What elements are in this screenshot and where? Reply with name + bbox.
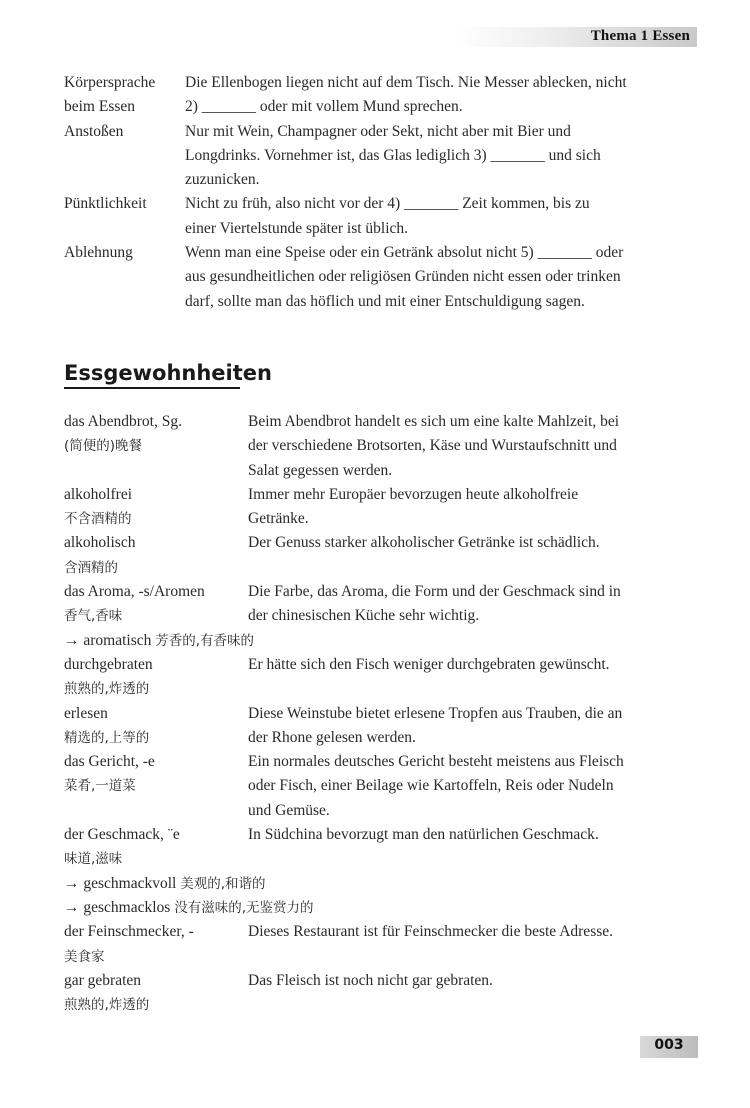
vocab-term-block — [64, 653, 248, 702]
vocab-translation: 美食家 — [64, 948, 105, 965]
description-line: Die Ellenbogen liegen nicht auf dem Tisch. Nie Messer ablecken, nicht — [185, 74, 627, 91]
etiquette-term — [64, 241, 185, 314]
section-title-underline — [64, 387, 240, 389]
vocab-term: alkoholisch — [64, 534, 136, 552]
term-line: Körpersprache — [64, 74, 156, 91]
etiquette-row — [64, 120, 700, 193]
page-number: 003 — [654, 1037, 684, 1053]
etiquette-term — [64, 192, 185, 241]
vocab-translation: 煎熟的,炸透的 — [64, 681, 150, 698]
vocab-entry — [64, 483, 700, 532]
derived-word-zh: 美观的,和谐的 — [180, 875, 266, 892]
derived-word — [64, 629, 700, 653]
vocab-term-block — [64, 920, 248, 969]
etiquette-description — [185, 120, 700, 193]
vocabulary-list — [64, 410, 700, 1017]
etiquette-description — [185, 71, 700, 120]
section-title: Essgewohnheiten — [64, 361, 272, 385]
example-line: der verschiedene Brotsorten, Käse und Wurstaufschnitt und — [248, 437, 617, 455]
derived-word-zh: 没有滋味的,无鉴赏力的 — [174, 899, 314, 916]
derived-word — [64, 872, 700, 896]
derived-word — [64, 896, 700, 920]
example-line: Beim Abendbrot handelt es sich um eine kalte Mahlzeit, bei — [248, 413, 620, 430]
derived-word-de: geschmackvoll — [83, 874, 177, 892]
term-line: Anstoßen — [64, 122, 124, 140]
vocab-entry — [64, 653, 700, 702]
vocab-translation: 香气,香味 — [64, 608, 123, 625]
vocab-term: erlesen — [64, 704, 108, 722]
description-line: zuzunicken. — [185, 171, 260, 189]
vocab-example — [248, 920, 700, 969]
example-line: und Gemüse. — [248, 801, 330, 819]
arrow-icon: → — [64, 898, 80, 916]
example-line: Diese Weinstube bietet erlesene Tropfen aus Trauben, die an — [248, 704, 623, 722]
vocab-translation: 精选的,上等的 — [64, 729, 150, 746]
vocab-term-block — [64, 750, 248, 823]
description-line: Wenn man eine Speise oder ein Getränk absolut nicht 5) _______ oder — [185, 244, 624, 262]
vocab-term-block — [64, 580, 248, 629]
description-line: einer Viertelstunde später ist üblich. — [185, 219, 409, 237]
vocab-term-block — [64, 823, 248, 872]
vocab-term-block — [64, 702, 248, 751]
vocab-translation: 含酒精的 — [64, 559, 118, 576]
vocab-entry — [64, 580, 700, 629]
vocab-term: der Feinschmecker, - — [64, 923, 194, 941]
vocab-entry — [64, 823, 700, 872]
example-line: Die Farbe, das Aroma, die Form und der Geschmack sind in — [248, 583, 621, 601]
vocab-example — [248, 823, 700, 872]
etiquette-description — [185, 241, 700, 314]
example-line: Getränke. — [248, 510, 309, 528]
example-line: Ein normales deutsches Gericht besteht meistens aus Fleisch — [248, 753, 624, 771]
vocab-term: durchgebraten — [64, 655, 153, 673]
description-line: Longdrinks. Vornehmer ist, das Glas lediglich 3) _______ und sich — [185, 146, 601, 164]
vocab-term: der Geschmack, ¨e — [64, 826, 180, 844]
vocab-entry — [64, 702, 700, 751]
example-line: Immer mehr Europäer bevorzugen heute alkoholfreie — [248, 485, 579, 503]
example-line: Das Fleisch ist noch nicht gar gebraten. — [248, 971, 493, 989]
term-line: Ablehnung — [64, 244, 133, 262]
vocab-example — [248, 531, 700, 580]
example-line: Der Genuss starker alkoholischer Getränke ist schädlich. — [248, 534, 600, 552]
term-line: beim Essen — [64, 98, 136, 116]
vocab-term: gar gebraten — [64, 971, 142, 989]
vocab-translation: (简便的)晚餐 — [64, 438, 143, 455]
arrow-icon: → — [64, 631, 80, 649]
vocab-entry — [64, 750, 700, 823]
example-line: In Südchina bevorzugt man den natürlichen Geschmack. — [248, 826, 599, 844]
description-line: darf, sollte man das höflich und mit einer Entschuldigung sagen. — [185, 292, 585, 310]
example-line: der chinesischen Küche sehr wichtig. — [248, 607, 480, 625]
vocab-example — [248, 483, 700, 532]
vocab-term-block — [64, 410, 248, 483]
derived-word-de: aromatisch — [83, 631, 152, 649]
etiquette-row — [64, 241, 700, 314]
vocab-term: das Abendbrot, Sg. — [64, 413, 182, 430]
arrow-icon: → — [64, 874, 80, 892]
vocab-example — [248, 580, 700, 629]
vocab-translation: 菜肴,一道菜 — [64, 778, 136, 795]
vocab-example — [248, 750, 700, 823]
vocab-entry — [64, 969, 700, 1018]
example-line: Salat gegessen werden. — [248, 461, 393, 479]
etiquette-row — [64, 192, 700, 241]
vocab-example — [248, 702, 700, 751]
description-line: 2) _______ oder mit vollem Mund sprechen. — [185, 98, 463, 116]
example-line: Dieses Restaurant ist für Feinschmecker die beste Adresse. — [248, 923, 614, 941]
description-line: Nur mit Wein, Champagner oder Sekt, nicht aber mit Bier und — [185, 122, 571, 140]
etiquette-term — [64, 71, 185, 120]
etiquette-table — [64, 71, 700, 314]
example-line: Er hätte sich den Fisch weniger durchgebraten gewünscht. — [248, 655, 610, 673]
vocab-translation: 煎熟的,炸透的 — [64, 997, 150, 1014]
vocab-example — [248, 969, 700, 1018]
vocab-entry — [64, 531, 700, 580]
description-line: aus gesundheitlichen oder religiösen Gründen nicht essen oder trinken — [185, 268, 621, 286]
vocab-term: alkoholfrei — [64, 485, 133, 503]
vocab-translation: 味道,滋味 — [64, 851, 123, 868]
running-header: Thema 1 Essen — [590, 28, 690, 44]
derived-word-de: geschmacklos — [83, 898, 171, 916]
example-line: oder Fisch, einer Beilage wie Kartoffeln, Reis oder Nudeln — [248, 777, 614, 795]
term-line: Pünktlichkeit — [64, 195, 147, 213]
etiquette-description — [185, 192, 700, 241]
vocab-term-block — [64, 483, 248, 532]
example-line: der Rhone gelesen werden. — [248, 728, 416, 746]
etiquette-term — [64, 120, 185, 193]
derived-word-zh: 芳香的,有香味的 — [155, 632, 255, 649]
vocab-example — [248, 410, 700, 483]
vocab-term: das Gericht, -e — [64, 753, 155, 771]
vocab-translation: 不含酒精的 — [64, 511, 132, 528]
vocab-term-block — [64, 531, 248, 580]
vocab-entry — [64, 920, 700, 969]
etiquette-row — [64, 71, 700, 120]
vocab-entry — [64, 410, 700, 483]
vocab-term-block — [64, 969, 248, 1018]
description-line: Nicht zu früh, also nicht vor der 4) _______ Zeit kommen, bis zu — [185, 195, 590, 213]
vocab-example — [248, 653, 700, 702]
vocab-term: das Aroma, -s/Aromen — [64, 583, 205, 601]
